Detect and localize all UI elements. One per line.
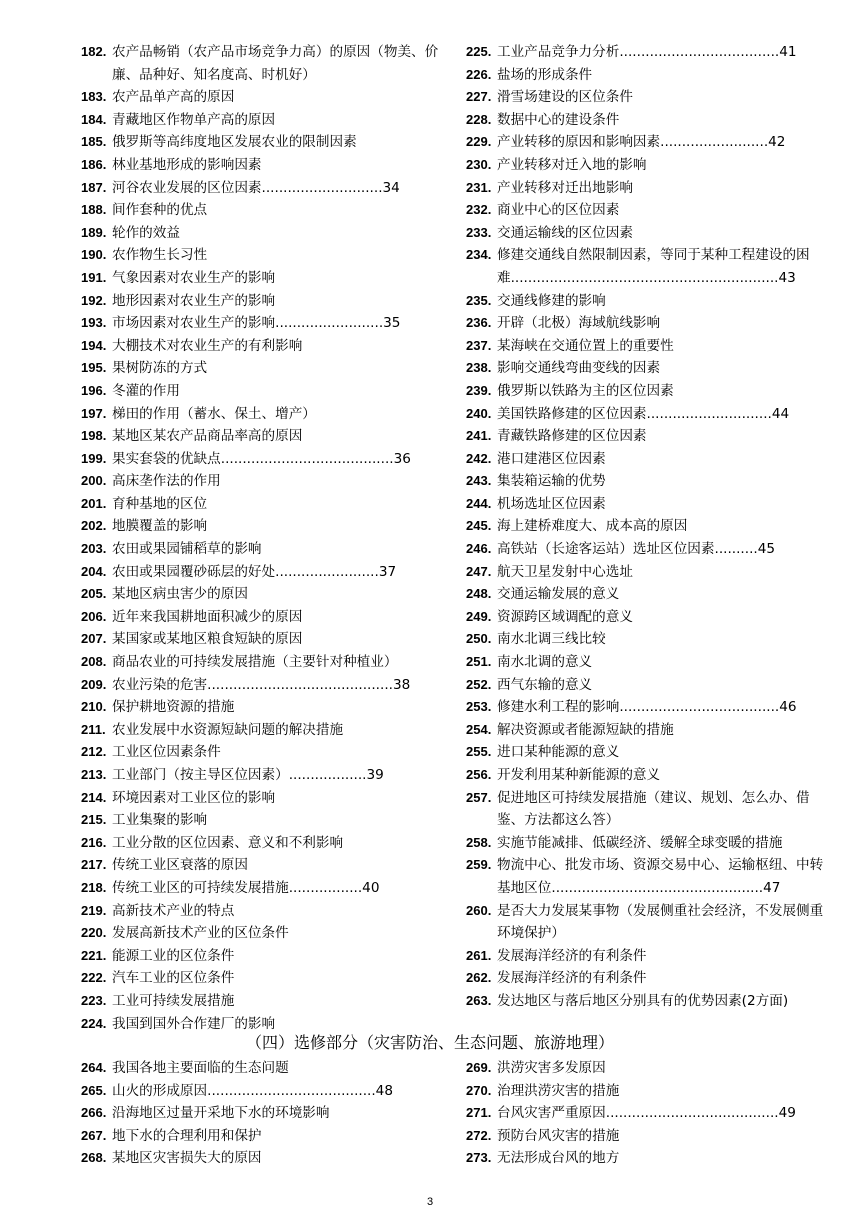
toc-right-column [466, 41, 830, 1013]
toc-entry-number: 237. [466, 337, 492, 353]
toc-entry-text: 影响交通线弯曲变线的因素 [497, 360, 661, 377]
toc-entry-text: 工业产品竞争力分析.....................................41 [497, 44, 797, 60]
toc-lower-left-column [81, 1057, 445, 1170]
toc-entry [81, 86, 445, 109]
toc-entry [81, 109, 445, 132]
toc-entry-number: 262. [466, 970, 492, 986]
toc-entry-text: 商品农业的可持续发展措施（主要针对种植业） [112, 654, 398, 671]
toc-entry-number: 258. [466, 834, 492, 850]
toc-entry-text: 冬灌的作用 [112, 382, 180, 399]
toc-entry [81, 990, 445, 1013]
toc-entry-text: 数据中心的建设条件 [497, 111, 620, 128]
toc-entry-text: 农田或果园铺稻草的影响 [112, 541, 262, 558]
toc-entry-text: 进口某种能源的意义 [497, 744, 620, 761]
toc-entry-number: 265. [81, 1082, 107, 1098]
toc-entry-text: 某地区某农产品商品率高的原因 [112, 428, 303, 445]
toc-entry-number: 247. [466, 563, 492, 579]
toc-entry [466, 1057, 830, 1080]
toc-entry [81, 448, 445, 471]
toc-entry-text: 农田或果园覆砂砾层的好处........................37 [112, 563, 397, 580]
toc-entry-number: 259. [466, 857, 492, 873]
toc-entry-text: 高床垄作法的作用 [112, 473, 221, 490]
toc-entry-text: 俄罗斯等高纬度地区发展农业的限制因素 [112, 134, 357, 151]
toc-entry [466, 832, 830, 855]
toc-entry-text: 山火的形成原因.......................................48 [112, 1082, 393, 1099]
toc-entry-number: 221. [81, 947, 107, 963]
toc-entry-number: 207. [81, 631, 107, 647]
toc-entry-number: 235. [466, 292, 492, 308]
toc-entry-number: 263. [466, 992, 492, 1008]
toc-entry-text: 实施节能减排、低碳经济、缓解全球变暖的措施 [497, 834, 783, 851]
toc-entry-number: 244. [466, 495, 492, 511]
toc-entry [466, 967, 830, 990]
toc-entry-number: 182. [81, 44, 107, 59]
toc-entry [466, 900, 830, 945]
toc-entry-text: 农作物生长习性 [112, 247, 208, 264]
toc-entry-text: 商业中心的区位因素 [497, 202, 620, 219]
toc-entry-text: 市场因素对农业生产的影响.........................35 [112, 315, 401, 332]
toc-entry [81, 1057, 445, 1080]
toc-entry-text: 高新技术产业的特点 [112, 902, 235, 919]
toc-entry-text: 交通线修建的影响 [497, 292, 606, 309]
toc-entry-text: 南水北调三线比较 [497, 631, 606, 648]
toc-entry [81, 312, 445, 335]
toc-entry [466, 154, 830, 177]
toc-entry [466, 244, 830, 289]
toc-entry-text: 工业可持续发展措施 [112, 992, 235, 1009]
toc-entry-number: 252. [466, 676, 492, 692]
toc-entry-number: 206. [81, 608, 107, 624]
toc-entry [466, 380, 830, 403]
toc-entry [466, 787, 830, 832]
toc-entry-number: 184. [81, 111, 107, 127]
toc-entry-number: 200. [81, 473, 107, 489]
toc-entry [81, 1102, 445, 1125]
toc-entry-text: 洪涝灾害多发原因 [497, 1060, 606, 1076]
toc-entry-number: 248. [466, 586, 492, 602]
toc-entry-number: 224. [81, 1015, 107, 1031]
toc-entry-text: 保护耕地资源的措施 [112, 699, 235, 716]
toc-entry-number: 193. [81, 315, 107, 331]
toc-entry [81, 719, 445, 742]
toc-entry-text: 预防台风灾害的措施 [497, 1127, 620, 1144]
toc-entry-number: 186. [81, 156, 107, 172]
toc-entry-number: 191. [81, 269, 107, 285]
toc-entry [466, 470, 830, 493]
toc-entry-number: 188. [81, 202, 107, 218]
toc-entry-number: 236. [466, 315, 492, 331]
toc-entry-number: 272. [466, 1127, 492, 1143]
toc-entry [466, 1102, 830, 1125]
toc-entry-text: 工业分散的区位因素、意义和不利影响 [112, 834, 344, 851]
toc-entry-number: 241. [466, 428, 492, 444]
toc-entry [81, 380, 445, 403]
toc-entry-text: 物流中心、批发市场、资源交易中心、运输枢纽、中转基地区位.................................................47 [497, 857, 824, 896]
toc-entry [81, 425, 445, 448]
toc-entry [81, 1147, 445, 1170]
toc-entry [81, 222, 445, 245]
toc-entry [466, 945, 830, 968]
toc-entry [81, 651, 445, 674]
toc-entry [466, 41, 830, 64]
toc-entry-number: 267. [81, 1127, 107, 1143]
toc-entry-number: 196. [81, 382, 107, 398]
toc-entry-text: 近年来我国耕地面积减少的原因 [112, 608, 303, 625]
toc-entry-number: 245. [466, 518, 492, 534]
toc-entry-text: 沿海地区过量开采地下水的环境影响 [112, 1105, 330, 1122]
toc-entry-text: 产业转移对迁入地的影响 [497, 156, 647, 173]
toc-entry [81, 696, 445, 719]
toc-entry-number: 189. [81, 224, 107, 240]
toc-entry-number: 223. [81, 992, 107, 1008]
toc-entry-number: 185. [81, 134, 107, 150]
toc-entry [466, 651, 830, 674]
toc-entry-number: 211. [81, 721, 106, 737]
toc-entry [81, 177, 445, 200]
toc-entry [466, 1080, 830, 1103]
toc-entry-text: 育种基地的区位 [112, 495, 208, 512]
toc-entry-text: 台风灾害严重原因........................................49 [497, 1105, 796, 1122]
toc-entry [466, 290, 830, 313]
toc-entry [466, 606, 830, 629]
toc-entry-text: 开辟（北极）海域航线影响 [497, 315, 661, 332]
toc-entry [81, 357, 445, 380]
toc-entry [466, 64, 830, 87]
toc-entry-text: 青藏铁路修建的区位因素 [497, 428, 647, 445]
toc-entry-text: 治理洪涝灾害的措施 [497, 1082, 620, 1099]
toc-entry-number: 213. [81, 767, 107, 782]
toc-entry-number: 264. [81, 1060, 107, 1075]
toc-entry-text: 航天卫星发射中心选址 [497, 563, 633, 580]
toc-entry [81, 1080, 445, 1103]
toc-entry [466, 538, 830, 561]
toc-entry-number: 231. [466, 179, 492, 195]
toc-entry-number: 201. [81, 495, 107, 511]
toc-entry [466, 1147, 830, 1170]
toc-entry [81, 538, 445, 561]
section-title: （四）选修部分（灾害防治、生态问题、旅游地理） [245, 1033, 614, 1052]
toc-entry-number: 198. [81, 428, 107, 444]
toc-entry-text: 轮作的效益 [112, 224, 180, 241]
toc-entry-text: 发展海洋经济的有利条件 [497, 970, 647, 987]
toc-entry [81, 267, 445, 290]
toc-entry [81, 583, 445, 606]
toc-entry-text: 传统工业区的可持续发展措施.................40 [112, 879, 380, 896]
toc-entry-text: 促进地区可持续发展措施（建议、规划、怎么办、借鉴、方法都这么答） [497, 789, 810, 829]
toc-entry-text: 发展海洋经济的有利条件 [497, 947, 647, 964]
toc-entry [466, 131, 830, 154]
toc-entry-number: 249. [466, 608, 492, 624]
toc-entry-text: 河谷农业发展的区位因素............................34 [112, 179, 400, 196]
toc-entry-text: 无法形成台风的地方 [497, 1150, 620, 1167]
toc-entry-number: 230. [466, 156, 492, 172]
toc-entry [466, 357, 830, 380]
toc-entry [466, 990, 830, 1013]
toc-entry-text: 解决资源或者能源短缺的措施 [497, 721, 674, 738]
toc-entry [466, 583, 830, 606]
toc-entry [81, 1125, 445, 1148]
toc-entry-number: 225. [466, 44, 492, 59]
toc-entry-number: 255. [466, 744, 492, 760]
toc-entry-text: 汽车工业的区位条件 [112, 970, 235, 987]
toc-entry [81, 764, 445, 787]
toc-entry-number: 194. [81, 337, 107, 353]
toc-entry [81, 832, 445, 855]
toc-entry-text: 开发利用某种新能源的意义 [497, 767, 661, 783]
toc-entry-text: 交通运输线的区位因素 [497, 224, 633, 241]
toc-entry-text: 地下水的合理利用和保护 [112, 1127, 262, 1144]
toc-entry [466, 719, 830, 742]
toc-entry-text: 集装箱运输的优势 [497, 473, 606, 490]
toc-entry-number: 209. [81, 676, 107, 692]
toc-entry [466, 335, 830, 358]
toc-entry [466, 403, 830, 426]
toc-entry-text: 港口建港区位因素 [497, 450, 606, 467]
toc-entry [466, 1125, 830, 1148]
toc-entry-text: 农业发展中水资源短缺问题的解决措施 [112, 721, 344, 738]
toc-entry-number: 239. [466, 382, 492, 398]
toc-left-column [81, 41, 445, 1035]
toc-entry-number: 183. [81, 89, 107, 105]
toc-entry-number: 218. [81, 879, 107, 895]
toc-entry-text: 西气东输的意义 [497, 676, 593, 693]
toc-entry-text: 果树防冻的方式 [112, 360, 208, 377]
toc-entry [466, 696, 830, 719]
toc-entry-number: 219. [81, 902, 107, 918]
toc-entry-number: 251. [466, 654, 492, 670]
toc-entry-text: 修建交通线自然限制因素，等同于某种工程建设的困难..............................................................43 [497, 247, 810, 286]
toc-entry-number: 205. [81, 586, 107, 602]
toc-entry [81, 674, 445, 697]
toc-entry-text: 农产品单产高的原因 [112, 89, 235, 106]
toc-entry [81, 561, 445, 584]
toc-entry-text: 是否大力发展某事物（发展侧重社会经济，不发展侧重环境保护） [497, 902, 824, 942]
toc-entry-number: 190. [81, 247, 107, 263]
toc-entry-text: 工业部门（按主导区位因素）..................39 [112, 767, 384, 783]
toc-entry [81, 741, 445, 764]
toc-entry [466, 854, 830, 899]
toc-entry-number: 256. [466, 767, 492, 782]
toc-entry [81, 515, 445, 538]
toc-entry-text: 美国铁路修建的区位因素.............................44 [497, 405, 790, 422]
toc-entry [466, 764, 830, 787]
toc-entry [466, 109, 830, 132]
toc-entry-number: 222. [81, 970, 107, 986]
toc-entry [466, 86, 830, 109]
toc-entry-number: 253. [466, 699, 492, 715]
toc-entry-number: 210. [81, 699, 107, 715]
toc-entry-text: 俄罗斯以铁路为主的区位因素 [497, 382, 674, 399]
toc-entry-number: 199. [81, 450, 107, 466]
toc-entry-text: 资源跨区域调配的意义 [497, 608, 633, 625]
toc-entry-text: 传统工业区衰落的原因 [112, 857, 248, 874]
toc-entry-text: 能源工业的区位条件 [112, 947, 235, 964]
toc-entry [81, 470, 445, 493]
toc-entry-text: 某地区灾害损失大的原因 [112, 1150, 262, 1167]
toc-entry-text: 农业污染的危害...........................................38 [112, 676, 411, 693]
toc-entry-text: 青藏地区作物单产高的原因 [112, 111, 276, 128]
toc-entry [81, 41, 445, 86]
toc-entry-text: 我国到国外合作建厂的影响 [112, 1015, 276, 1032]
toc-entry-text: 交通运输发展的意义 [497, 586, 620, 603]
toc-entry-number: 216. [81, 834, 107, 850]
toc-entry [466, 199, 830, 222]
toc-entry [81, 154, 445, 177]
toc-entry-number: 268. [81, 1150, 107, 1166]
toc-entry [81, 967, 445, 990]
toc-entry-text: 南水北调的意义 [497, 654, 593, 671]
toc-entry [81, 854, 445, 877]
toc-entry-number: 270. [466, 1082, 492, 1098]
toc-entry-number: 243. [466, 473, 492, 489]
toc-entry [81, 628, 445, 651]
toc-entry [81, 809, 445, 832]
toc-entry-text: 某海峡在交通位置上的重要性 [497, 337, 674, 354]
toc-entry-number: 232. [466, 202, 492, 218]
toc-entry-number: 203. [81, 541, 107, 557]
toc-entry-number: 214. [81, 789, 107, 805]
toc-entry [81, 131, 445, 154]
toc-entry-number: 273. [466, 1150, 492, 1166]
toc-entry-text: 滑雪场建设的区位条件 [497, 89, 633, 106]
toc-entry [466, 515, 830, 538]
toc-entry [81, 922, 445, 945]
toc-entry-text: 梯田的作用（蓄水、保土、增产） [112, 405, 316, 422]
toc-entry-number: 215. [81, 812, 107, 828]
toc-entry-number: 228. [466, 111, 492, 127]
toc-entry [466, 741, 830, 764]
toc-entry-text: 我国各地主要面临的生态问题 [112, 1060, 289, 1076]
toc-entry [81, 290, 445, 313]
toc-entry [466, 628, 830, 651]
toc-entry [81, 900, 445, 923]
toc-entry-text: 海上建桥难度大、成本高的原因 [497, 518, 688, 535]
toc-entry-number: 266. [81, 1105, 107, 1121]
toc-entry-number: 226. [466, 66, 492, 82]
toc-entry [466, 561, 830, 584]
toc-entry-number: 227. [466, 89, 492, 105]
toc-entry-number: 197. [81, 405, 107, 421]
toc-entry-text: 盐场的形成条件 [497, 66, 593, 83]
toc-entry-number: 195. [81, 360, 107, 376]
toc-entry-number: 229. [466, 134, 492, 150]
toc-entry-text: 农产品畅销（农产品市场竞争力高）的原因（物美、价廉、品种好、知名度高、时机好） [112, 44, 439, 83]
toc-entry-text: 工业区位因素条件 [112, 744, 221, 761]
toc-entry-number: 192. [81, 292, 107, 308]
toc-entry [81, 493, 445, 516]
toc-entry-text: 某国家或某地区粮食短缺的原因 [112, 631, 303, 648]
toc-entry-text: 某地区病虫害少的原因 [112, 586, 248, 603]
toc-entry-text: 发展高新技术产业的区位条件 [112, 925, 289, 942]
toc-entry-number: 220. [81, 925, 107, 941]
toc-entry [466, 425, 830, 448]
toc-entry-text: 产业转移对迁出地影响 [497, 179, 633, 196]
toc-entry-text: 间作套种的优点 [112, 202, 208, 219]
toc-entry [466, 222, 830, 245]
toc-entry-text: 地膜覆盖的影响 [112, 518, 208, 535]
toc-lower-right-column [466, 1057, 830, 1170]
toc-entry-text: 大棚技术对农业生产的有利影响 [112, 337, 303, 354]
toc-entry-number: 234. [466, 247, 492, 263]
toc-entry-number: 240. [466, 405, 492, 421]
toc-entry [81, 199, 445, 222]
toc-entry [81, 403, 445, 426]
toc-entry-number: 208. [81, 654, 107, 670]
toc-entry-number: 261. [466, 947, 492, 963]
toc-entry-text: 发达地区与落后地区分别具有的优势因素(2方面) [497, 992, 789, 1009]
toc-entry-text: 修建水利工程的影响.....................................46 [497, 699, 797, 716]
toc-entry [81, 877, 445, 900]
toc-entry-text: 环境因素对工业区位的影响 [112, 789, 276, 806]
toc-entry-number: 242. [466, 450, 492, 466]
toc-entry-text: 机场选址区位因素 [497, 495, 606, 512]
toc-entry-number: 257. [466, 789, 492, 805]
toc-entry-number: 260. [466, 902, 492, 918]
toc-entry-text: 地形因素对农业生产的影响 [112, 292, 276, 309]
toc-entry-number: 202. [81, 518, 107, 534]
toc-entry [466, 448, 830, 471]
toc-entry [81, 244, 445, 267]
toc-entry-number: 204. [81, 563, 107, 579]
toc-entry-number: 238. [466, 360, 492, 376]
toc-entry-number: 212. [81, 744, 107, 760]
toc-entry [466, 674, 830, 697]
toc-entry-number: 217. [81, 857, 107, 873]
toc-entry [81, 606, 445, 629]
toc-entry-number: 250. [466, 631, 492, 647]
toc-entry-number: 187. [81, 179, 107, 195]
toc-entry-number: 269. [466, 1060, 492, 1075]
toc-entry-number: 233. [466, 224, 492, 240]
toc-entry-number: 254. [466, 721, 492, 737]
toc-entry-text: 林业基地形成的影响因素 [112, 156, 262, 173]
page-number: 3 [426, 1196, 434, 1208]
toc-entry [81, 945, 445, 968]
toc-entry-text: 果实套袋的优缺点........................................36 [112, 450, 411, 467]
toc-entry [466, 177, 830, 200]
toc-entry-text: 高铁站（长途客运站）选址区位因素..........45 [497, 541, 776, 558]
toc-entry [81, 787, 445, 810]
toc-entry [466, 493, 830, 516]
toc-entry [466, 312, 830, 335]
toc-entry-number: 271. [466, 1105, 492, 1121]
toc-entry-text: 气象因素对农业生产的影响 [112, 269, 276, 286]
toc-entry-text: 产业转移的原因和影响因素.........................42 [497, 134, 786, 151]
toc-entry [81, 335, 445, 358]
toc-entry-number: 246. [466, 541, 492, 557]
toc-entry-text: 工业集聚的影响 [112, 812, 208, 829]
